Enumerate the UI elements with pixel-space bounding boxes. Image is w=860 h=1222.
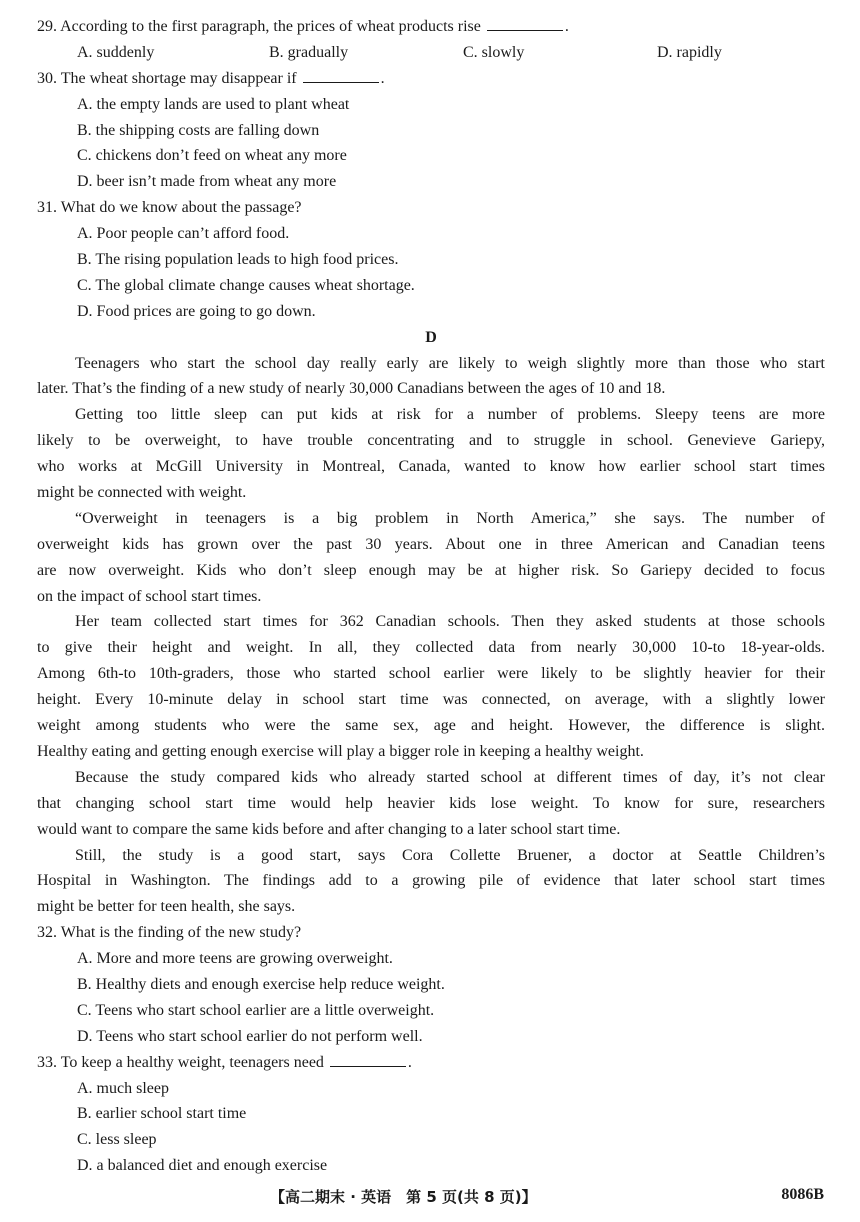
passage-line: Hospital in Washington. The findings add to a growing pile of evidence that later school start times	[37, 872, 825, 890]
passage-paragraph	[37, 402, 825, 506]
question-end: .	[407, 1053, 412, 1071]
option-item: B. Healthy diets and enough exercise help reduce weight.	[77, 975, 445, 993]
passage-paragraph	[37, 351, 825, 403]
option-item: B. The rising population leads to high food prices.	[77, 251, 399, 269]
passage-paragraph	[37, 609, 825, 764]
passage-line: that changing school start time would help heavier kids lose weight. To know for sure, researchers	[37, 794, 825, 812]
paper-code: 8086B	[781, 1186, 824, 1203]
question-stem	[37, 195, 825, 221]
option-item: C. chickens don’t feed on wheat any more	[77, 147, 347, 165]
passage-line: Teenagers who start the school day really early are likely to weigh slightly more than those who start	[75, 354, 825, 372]
option-item: A. much sleep	[77, 1079, 169, 1097]
passage-line: who works at McGill University in Montreal, Canada, wanted to know how earlier school start times	[37, 458, 825, 476]
passage-line: height. Every 10-minute delay in school start time was connected, on average, with a slightly lower	[37, 691, 825, 709]
option-item: A. suddenly	[77, 43, 155, 61]
answer-blank	[303, 66, 379, 83]
passage-line: Getting too little sleep can put kids at risk for a number of problems. Sleepy teens are more	[75, 406, 825, 424]
passage-line: later. That’s the finding of a new study of nearly 30,000 Canadians between the ages of 10 and 18.	[37, 380, 666, 398]
exam-page	[37, 14, 825, 1179]
question-stem	[37, 1050, 825, 1076]
option-item: D. Food prices are going to go down.	[77, 302, 316, 320]
passage-paragraph	[37, 765, 825, 843]
passage-line: Healthy eating and getting enough exercise will play a bigger role in keeping a healthy weight.	[37, 742, 644, 760]
question-text: 29. According to the first paragraph, the prices of wheat products rise	[37, 18, 481, 35]
option-item: D. a balanced diet and enough exercise	[77, 1157, 328, 1175]
question-end: .	[564, 18, 569, 35]
option-item: C. Teens who start school earlier are a little overweight.	[77, 1001, 435, 1019]
footer-title: 【高二期末 · 英语 第 5 页(共 8 页)】	[270, 1188, 537, 1206]
question-text: 31. What do we know about the passage?	[37, 199, 302, 217]
question-text: 32. What is the finding of the new study?	[37, 924, 302, 942]
option-item: A. Poor people can’t afford food.	[77, 225, 290, 243]
passage-line: weight among students who were the same sex, age and height. However, the difference is slight.	[37, 717, 825, 735]
question-stem	[37, 66, 825, 92]
option-item: B. gradually	[269, 43, 349, 61]
question-stem	[37, 920, 825, 946]
passage-line: are now overweight. Kids who don’t sleep enough may be at higher risk. So Gariepy decided to focus	[37, 561, 825, 579]
passage-line: likely to be overweight, to have trouble concentrating and to struggle in school. Genevieve Gariepy,	[37, 432, 825, 450]
option-item: D. rapidly	[657, 43, 722, 61]
question-stem	[37, 14, 825, 40]
passage-line: might be connected with weight.	[37, 484, 247, 502]
passage-line: might be better for teen health, she says.	[37, 898, 296, 916]
option-item: C. slowly	[463, 43, 525, 61]
passage-line: Still, the study is a good start, says Cora Collette Bruener, a doctor at Seattle Children’s	[75, 846, 825, 864]
passage-line: Her team collected start times for 362 Canadian schools. Then they asked students at those schools	[75, 613, 825, 631]
section-label: D	[425, 328, 437, 346]
passage-line: overweight kids has grown over the past 30 years. About one in three American and Canadian teens	[37, 535, 825, 553]
answer-blank	[487, 14, 563, 31]
question-text: 30. The wheat shortage may disappear if	[37, 69, 297, 87]
option-item: B. the shipping costs are falling down	[77, 121, 320, 139]
passage-line: Because the study compared kids who already started school at different times of day, it’s not clear	[75, 768, 825, 786]
page-footer	[0, 1186, 860, 1212]
option-item: C. less sleep	[77, 1131, 157, 1149]
passage-line: to give their height and weight. In all, they collected data from nearly 30,000 10-to 18-year-olds.	[37, 639, 825, 657]
passage-paragraph	[37, 843, 825, 921]
option-item: A. the empty lands are used to plant wheat	[77, 95, 350, 113]
question-end: .	[380, 69, 385, 87]
passage-line: “Overweight in teenagers is a big problem in North America,” she says. The number of	[75, 509, 825, 527]
passage-paragraph	[37, 506, 825, 610]
option-item: C. The global climate change causes wheat shortage.	[77, 276, 415, 294]
passage-line: on the impact of school start times.	[37, 587, 262, 605]
option-row	[37, 40, 825, 66]
passage-line: Among 6th-to 10th-graders, those who started school earlier were likely to be slightly heavier for their	[37, 665, 825, 683]
option-item: D. beer isn’t made from wheat any more	[77, 173, 337, 191]
option-item: A. More and more teens are growing overweight.	[77, 950, 393, 968]
option-item: D. Teens who start school earlier do not perform well.	[77, 1027, 423, 1045]
answer-blank	[330, 1050, 406, 1067]
option-item: B. earlier school start time	[77, 1105, 247, 1123]
question-text: 33. To keep a healthy weight, teenagers need	[37, 1053, 324, 1071]
passage-line: would want to compare the same kids before and after changing to a later school start time.	[37, 820, 621, 838]
